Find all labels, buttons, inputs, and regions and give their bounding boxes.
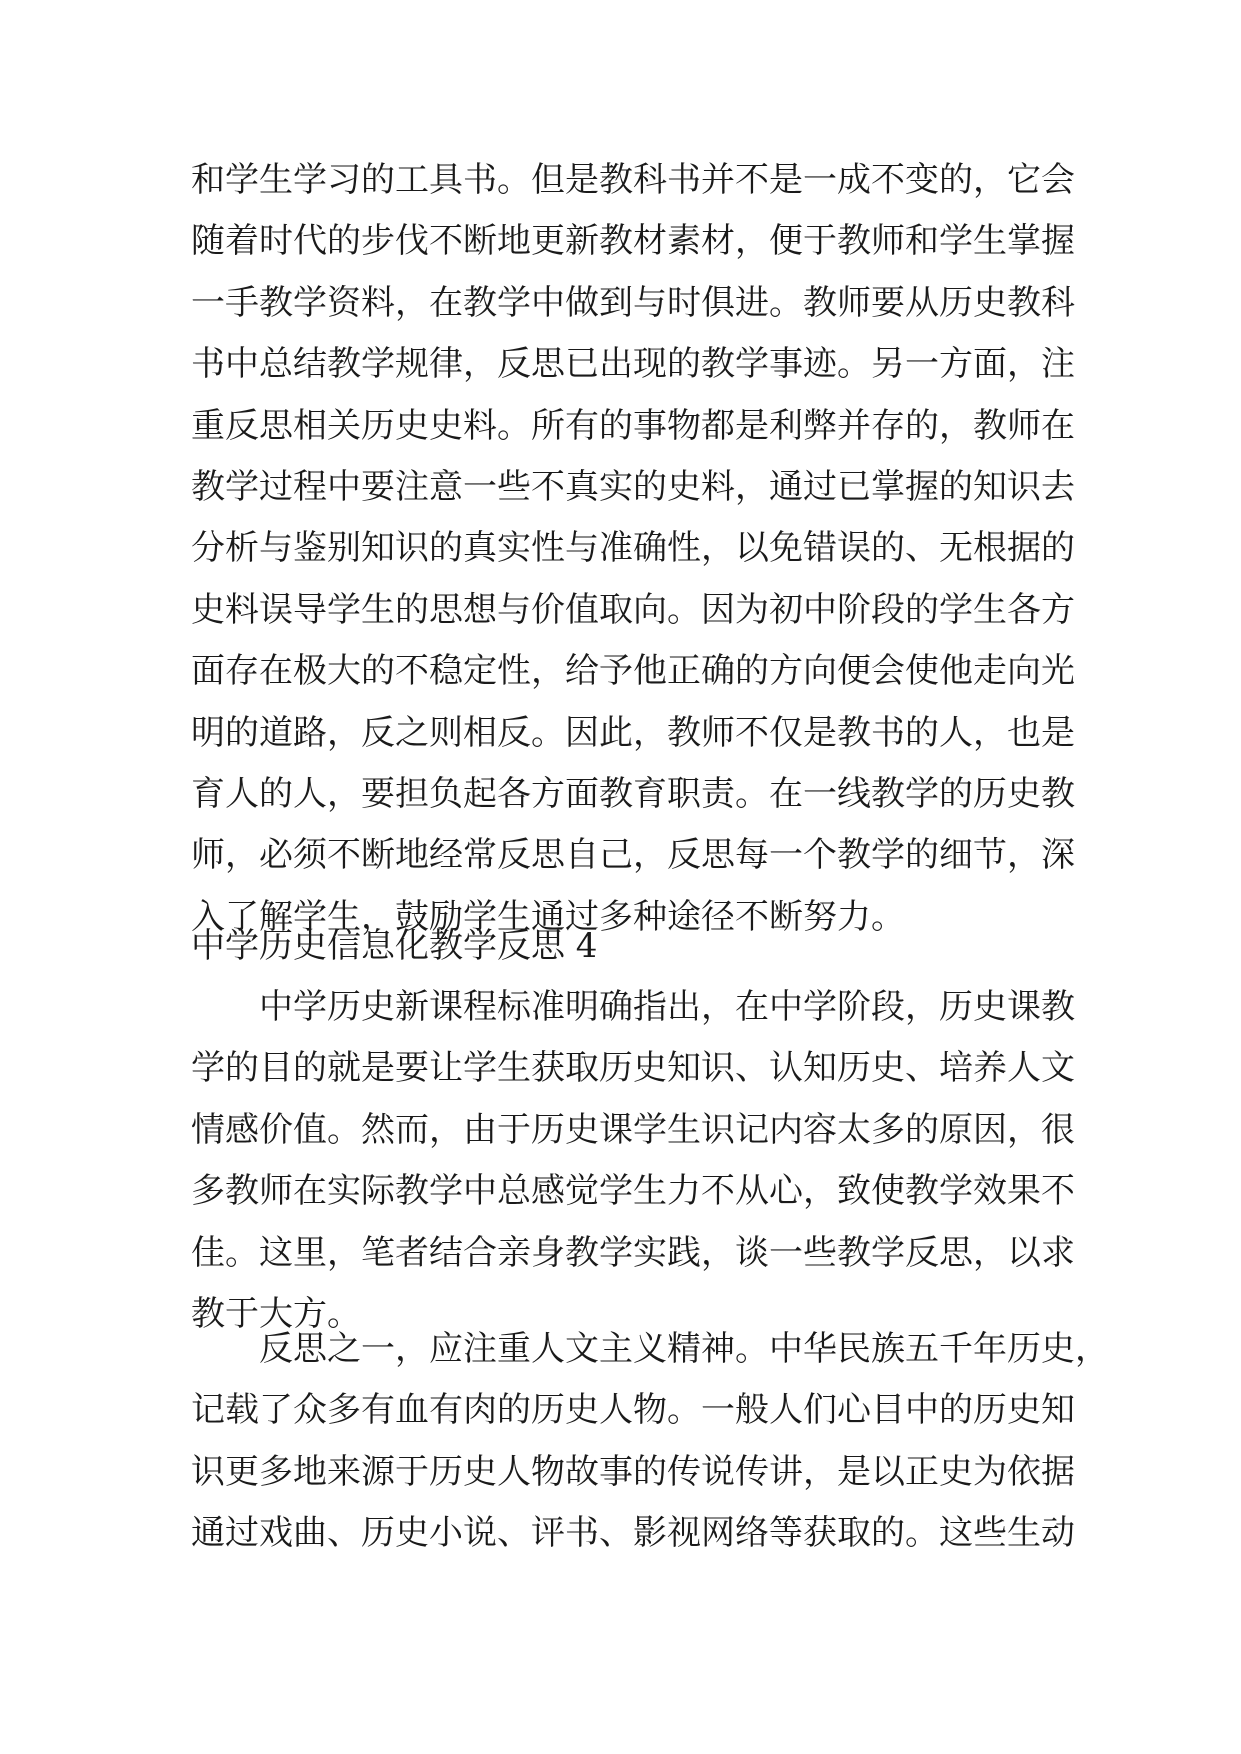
text-line: 随着时代的步伐不断地更新教材素材，便于教师和学生掌握 [191,221,1075,262]
text-line: 师，必须不断地经常反思自己，反思每一个教学的细节，深 [191,835,1075,876]
text-line: 明的道路，反之则相反。因此，教师不仅是教书的人，也是 [191,712,1075,753]
text-line: 记载了众多有血有肉的历史人物。一般人们心目中的历史知 [191,1390,1075,1431]
text-line: 教于大方。 [191,1293,361,1334]
paragraph-reflection-one [191,1319,1109,1565]
paragraph-intro [191,977,1075,1345]
text-line: 教学过程中要注意一些不真实的史料，通过已掌握的知识去 [191,466,1075,507]
text-line: 反思之一，应注重人文主义精神。中华民族五千年历史， [259,1329,1109,1369]
text-line: 入了解学生，鼓励学生通过多种途径不断努力。 [191,896,905,937]
text-line: 育人的人，要担负起各方面教育职责。在一线教学的历史教 [191,773,1075,814]
text-line: 中学历史新课程标准明确指出，在中学阶段，历史课教 [259,987,1075,1027]
text-line: 佳。这里，笔者结合亲身教学实践，谈一些教学反思，以求 [191,1232,1075,1273]
text-line: 面存在极大的不稳定性，给予他正确的方向便会使他走向光 [191,651,1075,692]
section-heading: 中学历史信息化教学反思 4 [191,926,598,966]
text-line: 重反思相关历史史料。所有的事物都是利弊并存的，教师在 [191,405,1075,446]
text-line: 情感价值。然而，由于历史课学生识记内容太多的原因，很 [191,1109,1075,1150]
text-line: 识更多地来源于历史人物故事的传说传讲，是以正史为依据 [191,1451,1075,1492]
text-line: 通过戏曲、历史小说、评书、影视网络等获取的。这些生动 [191,1513,1075,1554]
paragraph-continued [191,150,1075,948]
text-line: 分析与鉴别知识的真实性与准确性，以免错误的、无根据的 [191,528,1075,569]
text-line: 史料误导学生的思想与价值取向。因为初中阶段的学生各方 [191,589,1075,630]
text-line: 多教师在实际教学中总感觉学生力不从心，致使教学效果不 [191,1171,1075,1212]
text-line: 书中总结教学规律，反思已出现的教学事迹。另一方面，注 [191,344,1075,385]
text-line: 学的目的就是要让学生获取历史知识、认知历史、培养人文 [191,1048,1075,1089]
text-line: 和学生学习的工具书。但是教科书并不是一成不变的，它会 [191,160,1075,200]
text-line: 一手教学资料，在教学中做到与时俱进。教师要从历史教科 [191,282,1075,323]
